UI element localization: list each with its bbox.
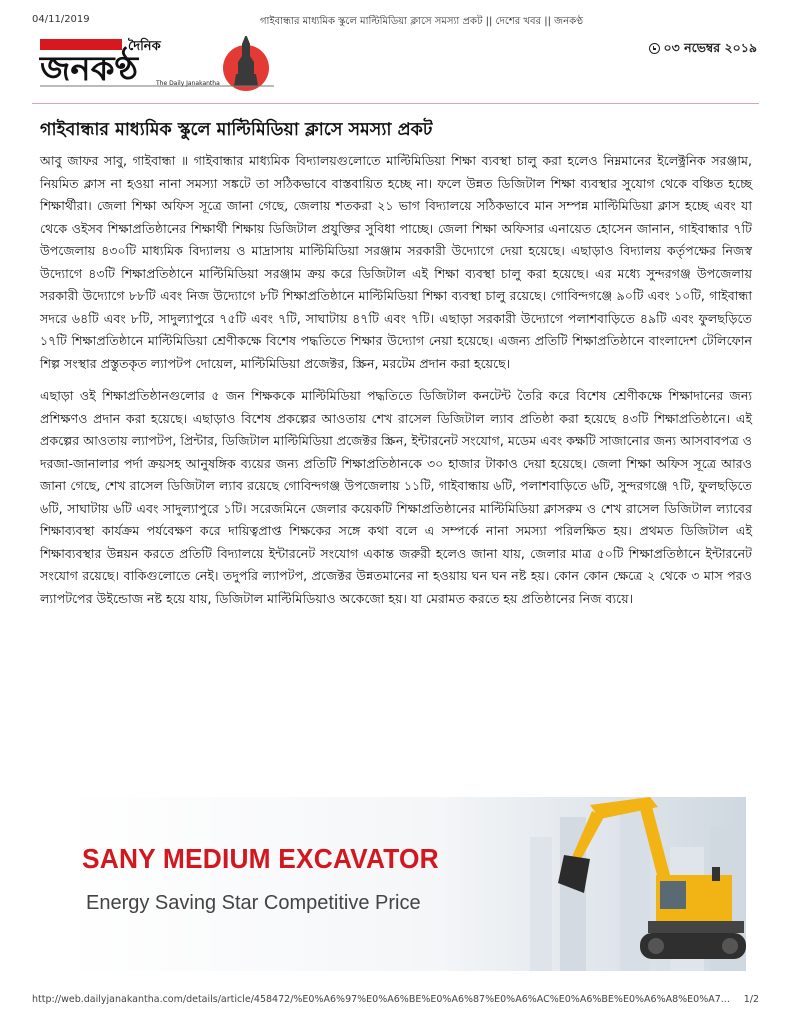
ad-title: SANY MEDIUM EXCAVATOR (82, 843, 439, 874)
publish-date-text: ০৩ নভেম্বর ২০১৯ (663, 40, 757, 55)
article-body (40, 150, 752, 620)
print-date: 04/11/2019 (32, 14, 90, 25)
print-page-title: গাইবান্ধার মাধ্যমিক স্কুলে মাল্টিমিডিয়া ক্লাসে সমস্যা প্রকট || দেশের খবর || জনকণ্ঠ (260, 16, 584, 27)
logo-main-text: জনকণ্ঠ (40, 49, 139, 89)
article-paragraph: আবু জাফর সাবু, গাইবান্ধা ॥ গাইবান্ধার মাধ্যমিক বিদ্যালয়গুলোতে মাল্টিমিডিয়া শিক্ষা ব্যবস্থা চালু করা হলেও নিম্নমানের ইলেক্ট্রনিক সরঞ্জাম, নিয়মিত ক্লাস না হওয়া নানা সমস্যা সঙ্কটে তা সঠিকভাবে বাস্তবায়িত হচ্ছে না। ফলে উন্নত ডিজিটাল শিক্ষা ব্যবস্থার সুযোগ থেকে বঞ্চিত হচ্ছে শিক্ষার্থীরা। জেলা শিক্ষা অফিস সূত্রে জানা গেছে, জেলায় শতকরা ২১ ভাগ বিদ্যালয়ে সঠিকভাবে মান সম্পন্ন মাল্টিমিডিয়া ক্লাস হচ্ছে এবং যা থেকে ওইসব শিক্ষাপ্রতিষ্ঠানের শিক্ষার্থী শিক্ষায় ডিজিটাল প্রযুক্তির সুবিধা পাচ্ছে। জেলা শিক্ষা অফিসার এনায়েত হোসেন জানান, গাইবান্ধার ৭টি উপজেলায় ৪৩০টি মাধ্যমিক বিদ্যালয় ও মাদ্রাসায় মাল্টিমিডিয়া সরঞ্জাম সরকারী উদ্যোগে দেয়া হয়েছে। এছাড়াও বিদ্যালয় কর্তৃপক্ষের নিজস্ব উদ্যোগে ৪৩টি শিক্ষাপ্রতিষ্ঠানে মাল্টিমিডিয়া সরঞ্জাম ক্রয় করে ডিজিটাল এই শিক্ষা ব্যবস্থা চালু করা হয়েছে। এর মধ্যে সুন্দরগঞ্জ উপজেলায় সরকারী উদ্যোগে ৮৮টি এবং নিজ উদ্যোগে ৮টি শিক্ষাপ্রতিষ্ঠানে মাল্টিমিডিয়া শিক্ষা ব্যবস্থা চালু রয়েছে। গোবিন্দগঞ্জে ৯০টি এবং ১০টি, গাইবান্ধা সদরে ৬৪টি এবং ৮টি, সাদুল্যাপুরে ৭৫টি এবং ৭টি, সাঘাটায় ৪৭টি এবং ৭টি। এছাড়া সরকারী উদ্যোগে পলাশবাড়িতে ৪৯টি এবং ফুলছড়িতে ১৭টি শিক্ষাপ্রতিষ্ঠানে মাল্টিমিডিয়া শ্রেণীকক্ষে বিশেষ পদ্ধতিতে শিক্ষার উদ্যোগ নেয়া হয়েছে। এজন্য প্রতিটি শিক্ষাপ্রতিষ্ঠানে বাংলাদেশ টেলিফোন শিল্প সংস্থার প্রস্তুতকৃত ল্যাপটপ দোয়েল, মাল্টিমিডিয়া প্রজেক্টর, স্ক্রিন, মরটেম প্রদান করা হয়েছে। (40, 153, 752, 371)
logo-top-text: দৈনিক (128, 39, 161, 54)
article-headline: গাইবান্ধার মাধ্যমিক স্কুলে মাল্টিমিডিয়া ক্লাসে সমস্যা প্রকট (40, 120, 433, 140)
logo-subtitle: The Daily Janakantha (156, 80, 220, 87)
page-number: 1/2 (743, 994, 759, 1005)
publish-date (649, 40, 757, 60)
print-header (32, 14, 759, 30)
clock-icon (649, 43, 660, 54)
excavator-icon (480, 797, 746, 971)
ad-subtitle: Energy Saving Star Competitive Price (86, 892, 421, 914)
page-url: http://web.dailyjanakantha.com/details/article/458472/%E0%A6%97%E0%A6%BE%E0%A6%87%E0%A6%AC%E0%A6%BE%E0%A6%A8%E0%A7... (32, 994, 730, 1005)
article-paragraph: এছাড়া ওই শিক্ষাপ্রতিষ্ঠানগুলোর ৫ জন শিক্ষককে মাল্টিমিডিয়া পদ্ধতিতে ডিজিটাল কনটেন্ট তৈরি করে বিশেষ শ্রেণীকক্ষে শিক্ষাদানের জন্য প্রশিক্ষণও প্রদান করা হয়েছে। এছাড়াও বিশেষ প্রকল্পের আওতায় শেখ রাসেল ডিজিটাল ল্যাব প্রতিষ্ঠা করা হয়েছে ৪৩টি শিক্ষাপ্রতিষ্ঠানে। এই প্রকল্পের আওতায় ল্যাপটপ, প্রিন্টার, ডিজিটাল মাল্টিমিডিয়া প্রজেক্টর স্ক্রিন, ইন্টারনেট সংযোগ, মডেম এবং কক্ষটি সাজানোর জন্য আসবাবপত্র ও দরজা-জানালার পর্দা ক্রয়সহ আনুষঙ্গিক ব্যয়ের জন্য প্রতিটি শিক্ষাপ্রতিষ্ঠানকে ৩০ হাজার টাকাও দেয়া হয়েছে। জেলা শিক্ষা অফিস সূত্রে আরও জানা গেছে, শেখ রাসেল ডিজিটাল ল্যাব রয়েছে গোবিন্দগঞ্জ উপজেলায় ১১টি, গাইবান্ধায় ৬টি, পলাশবাড়িতে ৬টি, সুন্দরগঞ্জে ৭টি, ফুলছড়িতে ৬টি, সাঘাটায় ৬টি এবং সাদুল্যাপুরে ১টি। সরেজমিনে জেলার কয়েকটি শিক্ষাপ্রতিষ্ঠানের মাল্টিমিডিয়া ক্লাসরুম ও শেখ রাসেল ডিজিটাল ল্যাবের শিক্ষাব্যবস্থা কার্যক্রম পর্যবেক্ষণ করে দায়িত্বপ্রাপ্ত শিক্ষকের সঙ্গে কথা বলে এ সম্পর্কে নানা সমস্যা পরিলক্ষিত হয়। প্রথমত ডিজিটাল এই শিক্ষাব্যবস্থার উন্নয়ন করতে প্রতিটি বিদ্যালয়ে ইন্টারনেট সংযোগ একান্ত জরুরী হলেও জানা যায়, জেলার মাত্র ৫০টি শিক্ষাপ্রতিষ্ঠানে ইন্টারনেট সংযোগ রয়েছে। বাকিগুলোতে নেই। তদুপরি ল্যাপটপ, প্রজেক্টর উন্নতমানের না হওয়ায় ঘন ঘন নষ্ট হয়। কোন কোন ক্ষেত্রে ২ থেকে ৩ মাস পরও ল্যাপটপের উইন্ডোজ নষ্ট হয়ে যায়, ডিজিটাল মাল্টিমিডিয়াও অকেজো হয়। যা মেরামত করতে হয় প্রতিষ্ঠানের নিজ ব্যয়ে। (40, 388, 752, 606)
excavator-ad-banner[interactable] (60, 797, 746, 971)
header-divider (32, 103, 759, 104)
